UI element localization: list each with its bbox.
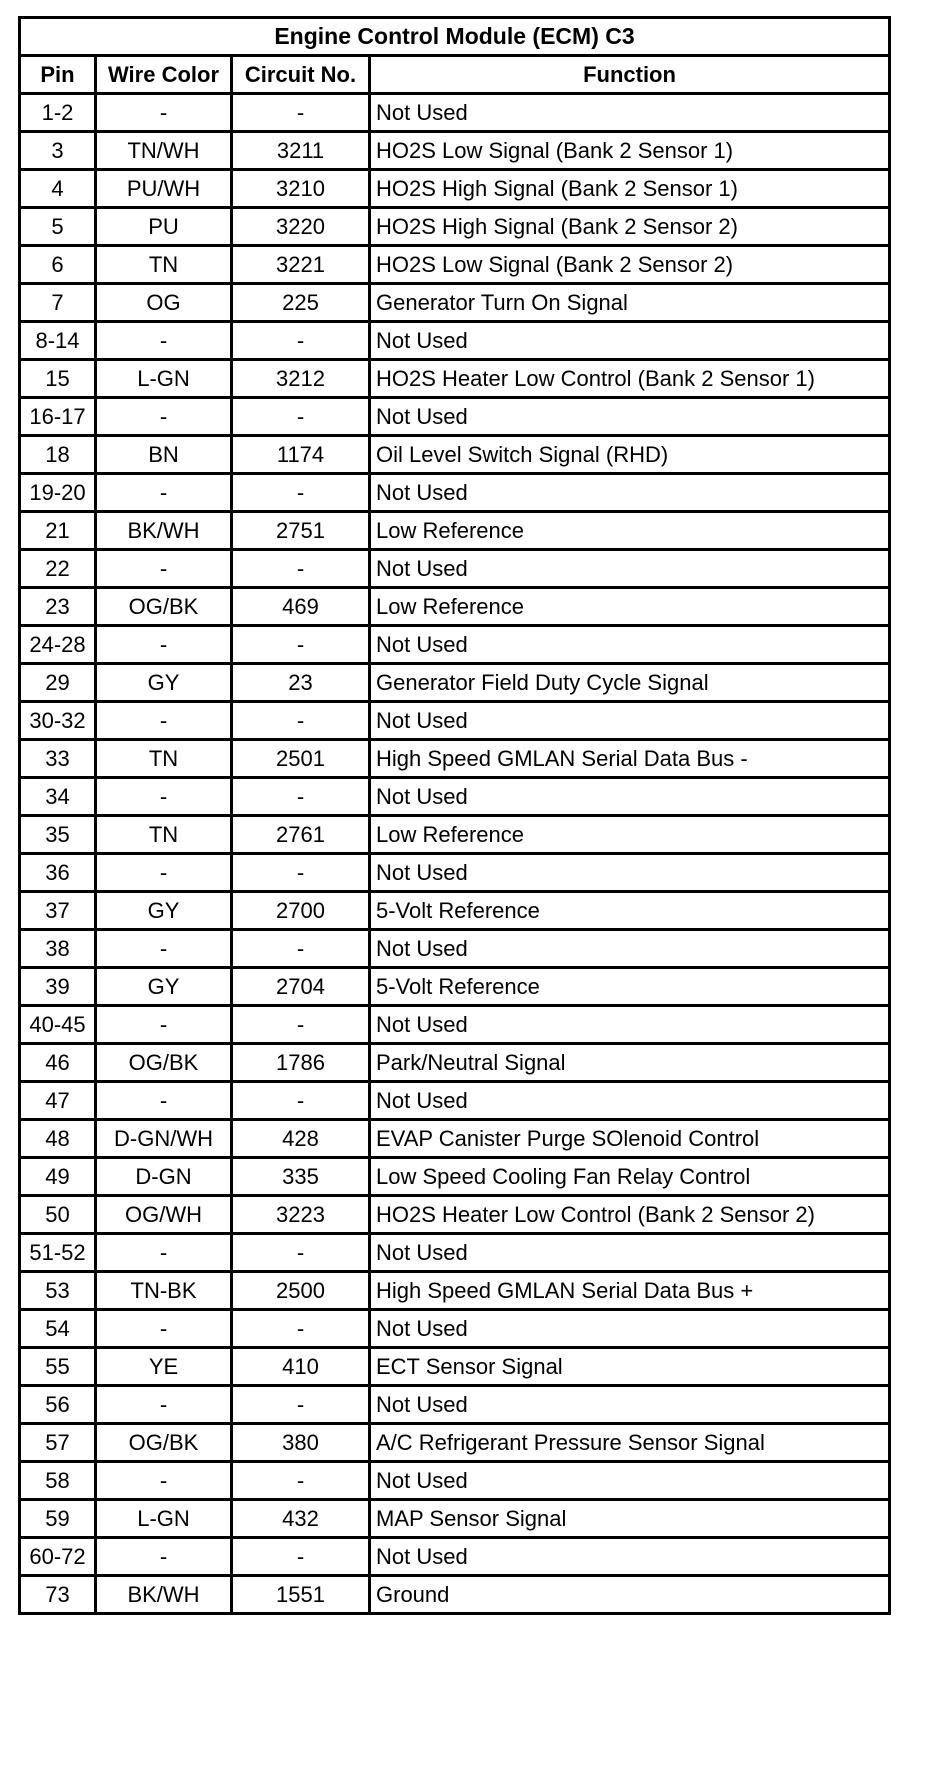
- circuit-cell: -: [232, 1538, 370, 1576]
- wire-color-cell: -: [96, 626, 232, 664]
- wire-color-cell: -: [96, 474, 232, 512]
- function-cell: Low Reference: [370, 588, 890, 626]
- circuit-cell: 432: [232, 1500, 370, 1538]
- function-cell: Not Used: [370, 1006, 890, 1044]
- pin-cell: 29: [20, 664, 96, 702]
- pin-cell: 39: [20, 968, 96, 1006]
- wire-color-cell: -: [96, 702, 232, 740]
- wire-color-cell: -: [96, 1234, 232, 1272]
- table-row: [20, 626, 890, 664]
- table-row: [20, 1500, 890, 1538]
- table-row: [20, 1234, 890, 1272]
- wire-color-cell: L-GN: [96, 360, 232, 398]
- pin-cell: 22: [20, 550, 96, 588]
- function-cell: Not Used: [370, 550, 890, 588]
- wire-color-cell: -: [96, 1006, 232, 1044]
- circuit-cell: -: [232, 702, 370, 740]
- pin-cell: 21: [20, 512, 96, 550]
- table-row: [20, 816, 890, 854]
- ecm-connector-table: [18, 16, 891, 1615]
- pin-cell: 51-52: [20, 1234, 96, 1272]
- function-cell: Park/Neutral Signal: [370, 1044, 890, 1082]
- wire-color-cell: -: [96, 854, 232, 892]
- function-cell: 5-Volt Reference: [370, 968, 890, 1006]
- circuit-cell: 410: [232, 1348, 370, 1386]
- table-row: [20, 360, 890, 398]
- function-cell: Not Used: [370, 930, 890, 968]
- circuit-cell: -: [232, 1462, 370, 1500]
- function-cell: Not Used: [370, 94, 890, 132]
- function-cell: Low Speed Cooling Fan Relay Control: [370, 1158, 890, 1196]
- function-cell: Generator Field Duty Cycle Signal: [370, 664, 890, 702]
- pin-cell: 57: [20, 1424, 96, 1462]
- circuit-cell: 2501: [232, 740, 370, 778]
- pin-cell: 48: [20, 1120, 96, 1158]
- circuit-cell: -: [232, 1386, 370, 1424]
- wire-color-cell: D-GN: [96, 1158, 232, 1196]
- table-row: [20, 94, 890, 132]
- pin-cell: 6: [20, 246, 96, 284]
- wire-color-cell: TN/WH: [96, 132, 232, 170]
- wire-color-cell: -: [96, 1386, 232, 1424]
- wire-color-cell: -: [96, 1082, 232, 1120]
- pin-cell: 36: [20, 854, 96, 892]
- table-row: [20, 1310, 890, 1348]
- pin-cell: 46: [20, 1044, 96, 1082]
- wire-color-cell: -: [96, 1310, 232, 1348]
- wire-color-cell: OG/BK: [96, 1424, 232, 1462]
- wire-color-cell: BK/WH: [96, 512, 232, 550]
- table-row: [20, 398, 890, 436]
- pin-cell: 37: [20, 892, 96, 930]
- table-row: [20, 1272, 890, 1310]
- wire-color-cell: TN-BK: [96, 1272, 232, 1310]
- pin-cell: 3: [20, 132, 96, 170]
- function-cell: Not Used: [370, 398, 890, 436]
- function-cell: Ground: [370, 1576, 890, 1614]
- circuit-cell: -: [232, 474, 370, 512]
- pin-cell: 56: [20, 1386, 96, 1424]
- pin-cell: 24-28: [20, 626, 96, 664]
- header-function: Function: [370, 56, 890, 94]
- table-row: [20, 132, 890, 170]
- pin-cell: 58: [20, 1462, 96, 1500]
- table-row: [20, 512, 890, 550]
- table-row: [20, 208, 890, 246]
- wire-color-cell: L-GN: [96, 1500, 232, 1538]
- wire-color-cell: OG/WH: [96, 1196, 232, 1234]
- pin-cell: 30-32: [20, 702, 96, 740]
- pin-cell: 1-2: [20, 94, 96, 132]
- title-row: [20, 18, 890, 56]
- function-cell: Not Used: [370, 1082, 890, 1120]
- wire-color-cell: YE: [96, 1348, 232, 1386]
- function-cell: Not Used: [370, 1386, 890, 1424]
- function-cell: High Speed GMLAN Serial Data Bus +: [370, 1272, 890, 1310]
- circuit-cell: 2700: [232, 892, 370, 930]
- function-cell: Oil Level Switch Signal (RHD): [370, 436, 890, 474]
- function-cell: High Speed GMLAN Serial Data Bus -: [370, 740, 890, 778]
- header-circuit-no: Circuit No.: [232, 56, 370, 94]
- table-row: [20, 1158, 890, 1196]
- table-row: [20, 1082, 890, 1120]
- table-row: [20, 1120, 890, 1158]
- function-cell: Not Used: [370, 1462, 890, 1500]
- table-row: [20, 322, 890, 360]
- pin-cell: 19-20: [20, 474, 96, 512]
- wire-color-cell: GY: [96, 968, 232, 1006]
- table-row: [20, 284, 890, 322]
- circuit-cell: -: [232, 94, 370, 132]
- function-cell: Not Used: [370, 1538, 890, 1576]
- pin-cell: 49: [20, 1158, 96, 1196]
- table-body: [20, 94, 890, 1614]
- function-cell: Generator Turn On Signal: [370, 284, 890, 322]
- pin-cell: 8-14: [20, 322, 96, 360]
- pin-cell: 59: [20, 1500, 96, 1538]
- table-row: [20, 664, 890, 702]
- circuit-cell: 3223: [232, 1196, 370, 1234]
- function-cell: HO2S Low Signal (Bank 2 Sensor 2): [370, 246, 890, 284]
- circuit-cell: -: [232, 778, 370, 816]
- table-row: [20, 702, 890, 740]
- header-wire-color: Wire Color: [96, 56, 232, 94]
- circuit-cell: 2704: [232, 968, 370, 1006]
- wire-color-cell: -: [96, 1538, 232, 1576]
- pin-cell: 73: [20, 1576, 96, 1614]
- pin-cell: 54: [20, 1310, 96, 1348]
- pin-cell: 55: [20, 1348, 96, 1386]
- function-cell: 5-Volt Reference: [370, 892, 890, 930]
- pin-cell: 5: [20, 208, 96, 246]
- function-cell: HO2S Heater Low Control (Bank 2 Sensor 1): [370, 360, 890, 398]
- function-cell: Not Used: [370, 626, 890, 664]
- circuit-cell: 2761: [232, 816, 370, 854]
- function-cell: HO2S Heater Low Control (Bank 2 Sensor 2): [370, 1196, 890, 1234]
- function-cell: Not Used: [370, 1310, 890, 1348]
- circuit-cell: 2751: [232, 512, 370, 550]
- circuit-cell: -: [232, 854, 370, 892]
- function-cell: HO2S Low Signal (Bank 2 Sensor 1): [370, 132, 890, 170]
- circuit-cell: -: [232, 1234, 370, 1272]
- circuit-cell: 3220: [232, 208, 370, 246]
- pin-cell: 15: [20, 360, 96, 398]
- table-row: [20, 778, 890, 816]
- pin-cell: 16-17: [20, 398, 96, 436]
- wire-color-cell: OG: [96, 284, 232, 322]
- table-row: [20, 1044, 890, 1082]
- table-row: [20, 1424, 890, 1462]
- header-row: [20, 56, 890, 94]
- circuit-cell: 3210: [232, 170, 370, 208]
- pin-cell: 60-72: [20, 1538, 96, 1576]
- circuit-cell: 380: [232, 1424, 370, 1462]
- wire-color-cell: TN: [96, 740, 232, 778]
- wire-color-cell: -: [96, 398, 232, 436]
- wire-color-cell: -: [96, 550, 232, 588]
- function-cell: HO2S High Signal (Bank 2 Sensor 2): [370, 208, 890, 246]
- table-row: [20, 588, 890, 626]
- wire-color-cell: -: [96, 778, 232, 816]
- table-row: [20, 740, 890, 778]
- wire-color-cell: PU/WH: [96, 170, 232, 208]
- function-cell: Not Used: [370, 474, 890, 512]
- pin-cell: 7: [20, 284, 96, 322]
- table-row: [20, 1576, 890, 1614]
- wire-color-cell: BN: [96, 436, 232, 474]
- pin-cell: 33: [20, 740, 96, 778]
- pin-cell: 53: [20, 1272, 96, 1310]
- pin-cell: 35: [20, 816, 96, 854]
- circuit-cell: 3212: [232, 360, 370, 398]
- circuit-cell: -: [232, 930, 370, 968]
- wire-color-cell: OG/BK: [96, 588, 232, 626]
- pin-cell: 18: [20, 436, 96, 474]
- pin-cell: 38: [20, 930, 96, 968]
- circuit-cell: 335: [232, 1158, 370, 1196]
- pin-cell: 23: [20, 588, 96, 626]
- function-cell: Not Used: [370, 322, 890, 360]
- table-row: [20, 1386, 890, 1424]
- circuit-cell: 23: [232, 664, 370, 702]
- wire-color-cell: TN: [96, 816, 232, 854]
- pin-cell: 4: [20, 170, 96, 208]
- table-row: [20, 930, 890, 968]
- wire-color-cell: GY: [96, 892, 232, 930]
- function-cell: EVAP Canister Purge SOlenoid Control: [370, 1120, 890, 1158]
- circuit-cell: 1551: [232, 1576, 370, 1614]
- pin-cell: 47: [20, 1082, 96, 1120]
- function-cell: Not Used: [370, 854, 890, 892]
- table-row: [20, 1196, 890, 1234]
- wire-color-cell: -: [96, 94, 232, 132]
- function-cell: A/C Refrigerant Pressure Sensor Signal: [370, 1424, 890, 1462]
- table-row: [20, 550, 890, 588]
- function-cell: MAP Sensor Signal: [370, 1500, 890, 1538]
- circuit-cell: -: [232, 398, 370, 436]
- wire-color-cell: D-GN/WH: [96, 1120, 232, 1158]
- function-cell: Not Used: [370, 778, 890, 816]
- function-cell: ECT Sensor Signal: [370, 1348, 890, 1386]
- table-row: [20, 246, 890, 284]
- table-row: [20, 968, 890, 1006]
- function-cell: Not Used: [370, 702, 890, 740]
- circuit-cell: 469: [232, 588, 370, 626]
- circuit-cell: -: [232, 322, 370, 360]
- table-row: [20, 1462, 890, 1500]
- table-row: [20, 436, 890, 474]
- wire-color-cell: BK/WH: [96, 1576, 232, 1614]
- wire-color-cell: TN: [96, 246, 232, 284]
- function-cell: Not Used: [370, 1234, 890, 1272]
- function-cell: Low Reference: [370, 816, 890, 854]
- pin-cell: 40-45: [20, 1006, 96, 1044]
- circuit-cell: 225: [232, 284, 370, 322]
- pin-cell: 34: [20, 778, 96, 816]
- circuit-cell: -: [232, 1006, 370, 1044]
- wire-color-cell: OG/BK: [96, 1044, 232, 1082]
- table-row: [20, 474, 890, 512]
- function-cell: Low Reference: [370, 512, 890, 550]
- table-row: [20, 892, 890, 930]
- table-row: [20, 1348, 890, 1386]
- table-row: [20, 170, 890, 208]
- table-title: Engine Control Module (ECM) C3: [20, 18, 890, 56]
- circuit-cell: 1786: [232, 1044, 370, 1082]
- table-row: [20, 1006, 890, 1044]
- circuit-cell: 3221: [232, 246, 370, 284]
- circuit-cell: -: [232, 550, 370, 588]
- circuit-cell: 3211: [232, 132, 370, 170]
- circuit-cell: -: [232, 1310, 370, 1348]
- circuit-cell: -: [232, 626, 370, 664]
- wire-color-cell: GY: [96, 664, 232, 702]
- table-row: [20, 1538, 890, 1576]
- circuit-cell: 1174: [232, 436, 370, 474]
- wire-color-cell: -: [96, 322, 232, 360]
- pin-cell: 50: [20, 1196, 96, 1234]
- circuit-cell: 428: [232, 1120, 370, 1158]
- header-pin: Pin: [20, 56, 96, 94]
- function-cell: HO2S High Signal (Bank 2 Sensor 1): [370, 170, 890, 208]
- wire-color-cell: PU: [96, 208, 232, 246]
- circuit-cell: 2500: [232, 1272, 370, 1310]
- circuit-cell: -: [232, 1082, 370, 1120]
- wire-color-cell: -: [96, 930, 232, 968]
- wire-color-cell: -: [96, 1462, 232, 1500]
- table-row: [20, 854, 890, 892]
